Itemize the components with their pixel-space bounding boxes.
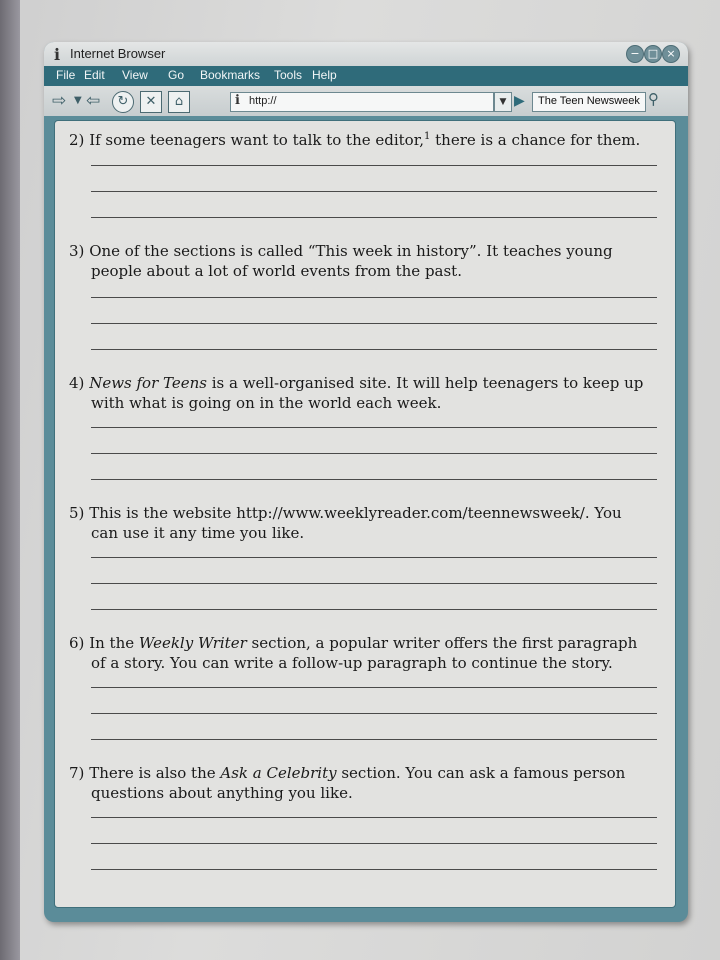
question-text: section, a popular writer offers the first paragraph (246, 634, 638, 652)
answer-line[interactable] (91, 609, 657, 610)
address-dropdown-icon[interactable]: ▼ (494, 92, 512, 112)
title-bar (44, 42, 688, 67)
address-text: http:// (249, 95, 277, 107)
minimize-icon[interactable]: − (626, 45, 644, 63)
dropdown-arrow-icon[interactable]: ▼ (74, 95, 82, 106)
question-text: This is the website http://www.weeklyreader.com/teennewsweek/. You (89, 504, 622, 522)
answer-line[interactable] (91, 297, 657, 298)
question-3 (69, 241, 665, 281)
question-number: 7) (69, 764, 85, 782)
answer-line[interactable] (91, 453, 657, 454)
stop-icon[interactable]: ✕ (140, 91, 162, 113)
question-text-line2: questions about anything you like. (91, 784, 353, 802)
question-2 (69, 127, 665, 150)
forward-arrow-icon[interactable]: ⇨ (52, 91, 67, 111)
book-spine (0, 0, 20, 960)
refresh-icon[interactable]: ↻ (112, 91, 134, 113)
answer-line[interactable] (91, 323, 657, 324)
menu-edit[interactable]: Edit (84, 68, 105, 82)
menu-view[interactable]: View (122, 68, 148, 82)
answer-line[interactable] (91, 479, 657, 480)
answer-line[interactable] (91, 427, 657, 428)
question-text-cont: there is a chance for them. (430, 131, 641, 149)
menu-bar (44, 66, 688, 86)
answer-line[interactable] (91, 557, 657, 558)
answer-line[interactable] (91, 349, 657, 350)
menu-bookmarks[interactable]: Bookmarks (200, 68, 261, 82)
answer-line[interactable] (91, 165, 657, 166)
answer-line[interactable] (91, 739, 657, 740)
page-info-icon: ℹ (235, 93, 240, 108)
question-text-line2: with what is going on in the world each week. (91, 394, 442, 412)
menu-help[interactable]: Help (312, 68, 337, 82)
question-text-line2: of a story. You can write a follow-up paragraph to continue the story. (91, 654, 613, 672)
answer-line[interactable] (91, 217, 657, 218)
footnote-mark: 1 (424, 131, 431, 142)
question-number: 6) (69, 634, 85, 652)
question-6 (69, 633, 665, 673)
answer-line[interactable] (91, 843, 657, 844)
question-5 (69, 503, 665, 543)
search-text: The Teen Newsweek (538, 95, 640, 107)
toolbar (44, 86, 688, 116)
page-content (54, 120, 676, 908)
back-arrow-icon[interactable]: ⇦ (86, 91, 101, 111)
maximize-icon[interactable]: □ (644, 45, 662, 63)
go-arrow-icon[interactable]: ▶ (514, 93, 525, 109)
answer-line[interactable] (91, 713, 657, 714)
site-name: News for Teens (89, 374, 207, 392)
section-name: Ask a Celebrity (220, 764, 337, 782)
answer-line[interactable] (91, 869, 657, 870)
question-number: 4) (69, 374, 85, 392)
menu-tools[interactable]: Tools (274, 68, 303, 82)
question-text: section. You can ask a famous person (336, 764, 626, 782)
question-number: 2) (69, 131, 85, 149)
browser-window (44, 42, 688, 922)
question-4 (69, 373, 665, 413)
question-text-pre: There is also the (89, 764, 221, 782)
menu-go[interactable]: Go (168, 68, 185, 82)
question-text: One of the sections is called “This week in history”. It teaches young (89, 242, 613, 260)
search-input[interactable] (532, 92, 646, 112)
answer-line[interactable] (91, 191, 657, 192)
menu-file[interactable]: File (56, 68, 76, 82)
browser-info-icon: ℹ (54, 45, 61, 64)
home-icon[interactable]: ⌂ (168, 91, 190, 113)
question-text-line2: people about a lot of world events from the past. (91, 262, 462, 280)
answer-line[interactable] (91, 817, 657, 818)
section-name: Weekly Writer (138, 634, 247, 652)
address-bar[interactable] (230, 92, 494, 112)
question-text: is a well-organised site. It will help teenagers to keep up (206, 374, 644, 392)
answer-line[interactable] (91, 583, 657, 584)
window-title: Internet Browser (70, 46, 166, 61)
question-text-pre: In the (89, 634, 139, 652)
question-number: 5) (69, 504, 85, 522)
question-7 (69, 763, 665, 803)
question-text: If some teenagers want to talk to the editor, (89, 131, 425, 149)
question-number: 3) (69, 242, 85, 260)
search-icon[interactable]: ⚲ (648, 90, 659, 108)
close-icon[interactable]: × (662, 45, 680, 63)
answer-line[interactable] (91, 687, 657, 688)
question-text-line2: can use it any time you like. (91, 524, 305, 542)
